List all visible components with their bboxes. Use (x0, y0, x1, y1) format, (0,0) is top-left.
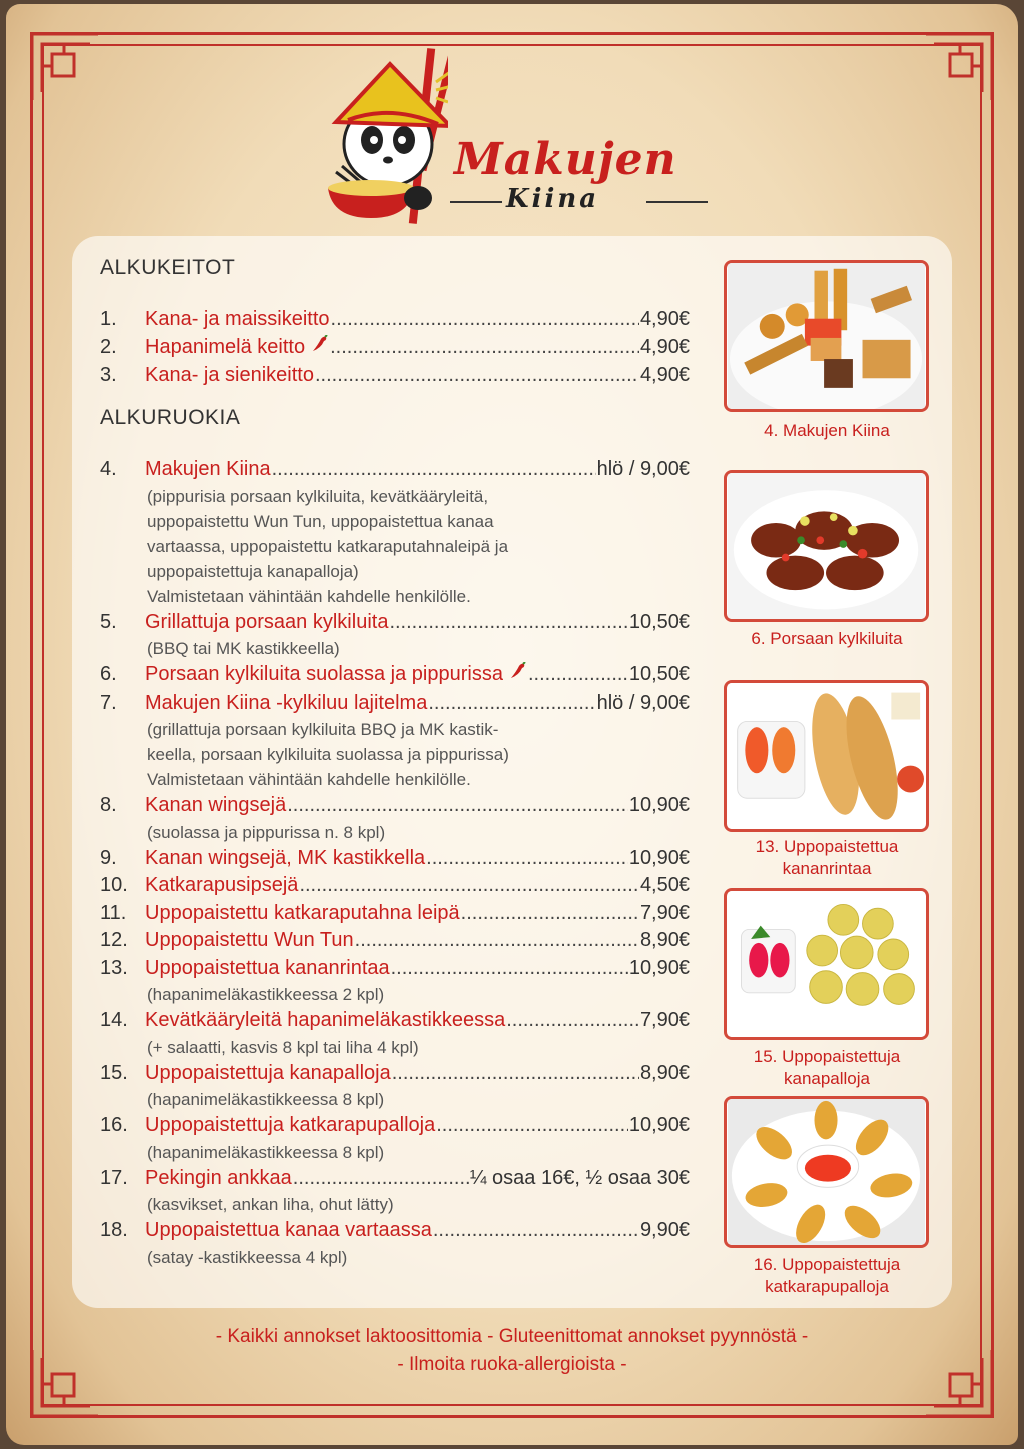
menu-section (100, 256, 690, 390)
item-name: Katkarapusipsejä (145, 874, 299, 896)
item-price: 4,90€ (639, 364, 690, 386)
photo-caption-line: 16. Uppopaistettuja (753, 1255, 901, 1274)
item-price: 9,90€ (639, 1219, 690, 1241)
chicken-balls-photo (724, 888, 929, 1040)
menu-item (100, 872, 690, 900)
menu-item (100, 792, 690, 820)
item-name: Grillattuja porsaan kylkiluita (145, 610, 389, 633)
item-number: 6. (100, 663, 117, 685)
item-name: Makujen Kiina (145, 458, 271, 480)
item-number: 17. (100, 1166, 128, 1189)
item-number: 11. (100, 901, 127, 924)
item-description: (hapanimeläkastikkeessa 8 kpl) (147, 1142, 385, 1162)
dot-leader (433, 1217, 639, 1245)
dot-leader (299, 872, 639, 900)
chicken-breast-photo (724, 680, 929, 832)
section-title: ALKURUOKIA (100, 406, 241, 429)
brand-name-primary: Makujen (454, 134, 677, 185)
item-price: 4,90€ (639, 308, 690, 330)
dot-leader (331, 306, 639, 334)
item-number: 1. (100, 308, 117, 330)
item-description: (hapanimeläkastikkeessa 2 kpl) (147, 985, 385, 1004)
item-description: (suolassa ja pippurissa n. 8 kpl) (147, 822, 386, 842)
item-name: Hapanimelä keitto (145, 335, 306, 358)
dot-leader (389, 609, 627, 637)
item-name: Uppopaistettuja kanapalloja (145, 1061, 391, 1084)
item-number: 7. (100, 691, 117, 714)
item-description: vartaassa, uppopaistettu katkaraputahnaleipä ja (147, 536, 509, 556)
item-description: (BBQ tai MK kastikkeella) (147, 639, 340, 658)
menu-item (100, 690, 690, 718)
item-number: 10. (100, 874, 128, 896)
item-name: Kanan wingsejä, MK kastikkella (145, 846, 426, 869)
menu-item (100, 456, 690, 484)
photo-caption-line: katkarapupalloja (765, 1277, 889, 1296)
item-price: 4,50€ (639, 874, 690, 896)
item-name: Uppopaistettu Wun Tun (145, 929, 354, 951)
menu-item (100, 900, 690, 928)
menu-item (100, 306, 690, 334)
section-title: ALKUKEITOT (100, 256, 236, 279)
dot-leader (287, 792, 628, 820)
shrimp-balls-photo (724, 1096, 929, 1248)
restaurant-logo (318, 48, 708, 224)
item-description: Valmistetaan vähintään kahdelle henkilölle. (147, 586, 471, 606)
dot-leader (392, 1060, 639, 1088)
item-number: 4. (100, 458, 117, 480)
photo-caption (712, 1046, 942, 1090)
item-description: keella, porsaan kylkiluita suolassa ja pippurissa) (147, 745, 509, 764)
menu-item (100, 334, 690, 363)
menu-item (100, 1217, 690, 1245)
dot-leader (293, 1165, 469, 1193)
item-name: Pekingin ankkaa (145, 1166, 292, 1189)
item-number: 8. (100, 794, 117, 816)
item-price: 7,90€ (639, 1009, 690, 1031)
item-description: Valmistetaan vähintään kahdelle henkilölle. (147, 770, 471, 789)
item-name: Kana- ja maissikeitto (145, 308, 330, 330)
menu-item (100, 1060, 690, 1088)
dot-leader (355, 927, 639, 955)
item-description: (kasvikset, ankan liha, ohut lätty) (147, 1195, 394, 1214)
menu-item (100, 927, 690, 955)
item-price: 10,90€ (628, 846, 690, 869)
menu-item (100, 845, 690, 873)
item-name: Uppopaistettuja katkarapupalloja (145, 1114, 436, 1136)
item-name: Kanan wingsejä (145, 794, 287, 816)
dot-leader (436, 1112, 628, 1140)
item-number: 9. (100, 846, 117, 869)
photo-caption-line: 6. Porsaan kylkiluita (751, 629, 903, 648)
dot-leader (315, 362, 639, 390)
item-price: 10,90€ (628, 1114, 690, 1136)
item-number: 12. (100, 929, 128, 951)
item-description: (hapanimeläkastikkeessa 8 kpl) (147, 1090, 385, 1109)
chili-pepper-icon (311, 335, 329, 363)
item-price: 10,50€ (628, 663, 690, 685)
photo-caption-line: 13. Uppopaistettua (755, 837, 899, 856)
divider (646, 201, 708, 203)
dot-leader (506, 1007, 639, 1035)
dot-leader (461, 900, 639, 928)
appetizer-platter-photo (724, 260, 929, 412)
item-price: 4,90€ (639, 335, 690, 358)
photo-caption (712, 836, 942, 880)
item-price: hlö / 9,00€ (596, 691, 690, 714)
photo-caption-line: kanapalloja (783, 1069, 870, 1088)
item-number: 5. (100, 610, 117, 633)
item-description: uppopaistettuja kanapalloja) (147, 561, 359, 581)
photo-caption-line: 4. Makujen Kiina (764, 421, 890, 440)
item-name: Uppopaistettua kanaa vartaassa (145, 1219, 432, 1241)
menu-item (100, 661, 690, 690)
dot-leader (426, 845, 628, 873)
item-name: Uppopaistettua kananrintaa (145, 956, 390, 979)
corner-ornament (924, 1348, 996, 1420)
menu-item (100, 609, 690, 637)
corner-ornament (28, 30, 100, 102)
menu-section (100, 406, 690, 1270)
corner-ornament (28, 1348, 100, 1420)
menu-item (100, 955, 690, 983)
item-number: 16. (100, 1114, 128, 1136)
item-name: Makujen Kiina -kylkiluu lajitelma (145, 691, 428, 714)
footer-note: - Kaikki annokset laktoosittomia - Gluteenittomat annokset pyynnöstä - (215, 1326, 809, 1347)
item-number: 13. (100, 956, 128, 979)
menu-item (100, 1007, 690, 1035)
dot-leader (428, 690, 595, 718)
item-name: Kevätkääryleitä hapanimeläkastikkeessa (145, 1009, 506, 1031)
item-name: Kana- ja sienikeitto (145, 364, 314, 386)
corner-ornament (924, 30, 996, 102)
item-number: 14. (100, 1009, 128, 1031)
menu-item (100, 1165, 690, 1193)
item-price: 8,90€ (639, 1061, 690, 1084)
item-price: 7,90€ (639, 901, 690, 924)
item-number: 3. (100, 364, 117, 386)
item-name: Uppopaistettu katkaraputahna leipä (145, 901, 460, 924)
item-price: ¼ osaa 16€, ½ osaa 30€ (469, 1166, 690, 1189)
item-description: (+ salaatti, kasvis 8 kpl tai liha 4 kpl) (147, 1037, 419, 1057)
dot-leader (330, 334, 639, 362)
item-price: 10,90€ (628, 794, 690, 816)
item-price: 8,90€ (639, 929, 690, 951)
photo-caption (712, 420, 942, 442)
chili-pepper-icon (509, 662, 527, 690)
photo-caption (712, 628, 942, 650)
item-number: 2. (100, 335, 117, 358)
footer-note: - Ilmoita ruoka-allergioista - (397, 1354, 627, 1375)
panda-mascot-icon (318, 48, 448, 224)
item-number: 15. (100, 1061, 128, 1084)
dot-leader (272, 456, 596, 484)
item-number: 18. (100, 1219, 128, 1241)
divider (450, 201, 502, 203)
item-name: Porsaan kylkiluita suolassa ja pippurissa (145, 663, 503, 685)
menu-item (100, 1112, 690, 1140)
item-price: 10,90€ (628, 956, 690, 979)
item-description: (grillattuja porsaan kylkiluita BBQ ja MK kastik- (147, 720, 499, 739)
item-description: (pippurisia porsaan kylkiluita, kevätkääryleitä, (147, 486, 489, 506)
item-description: (satay -kastikkeessa 4 kpl) (147, 1247, 348, 1267)
photo-caption-line: 15. Uppopaistettuja (753, 1047, 901, 1066)
item-price: hlö / 9,00€ (596, 458, 690, 480)
dot-leader (528, 661, 628, 689)
item-description: uppopaistettu Wun Tun, uppopaistettua kanaa (147, 511, 494, 531)
photo-caption-line: kananrintaa (782, 859, 872, 878)
item-price: 10,50€ (628, 610, 690, 633)
brand-name-secondary-wrap (450, 184, 708, 220)
photo-caption (712, 1254, 942, 1298)
menu-item (100, 362, 690, 390)
pork-ribs-photo (724, 470, 929, 622)
brand-name-secondary: Kiina (506, 184, 600, 214)
dot-leader (391, 955, 628, 983)
